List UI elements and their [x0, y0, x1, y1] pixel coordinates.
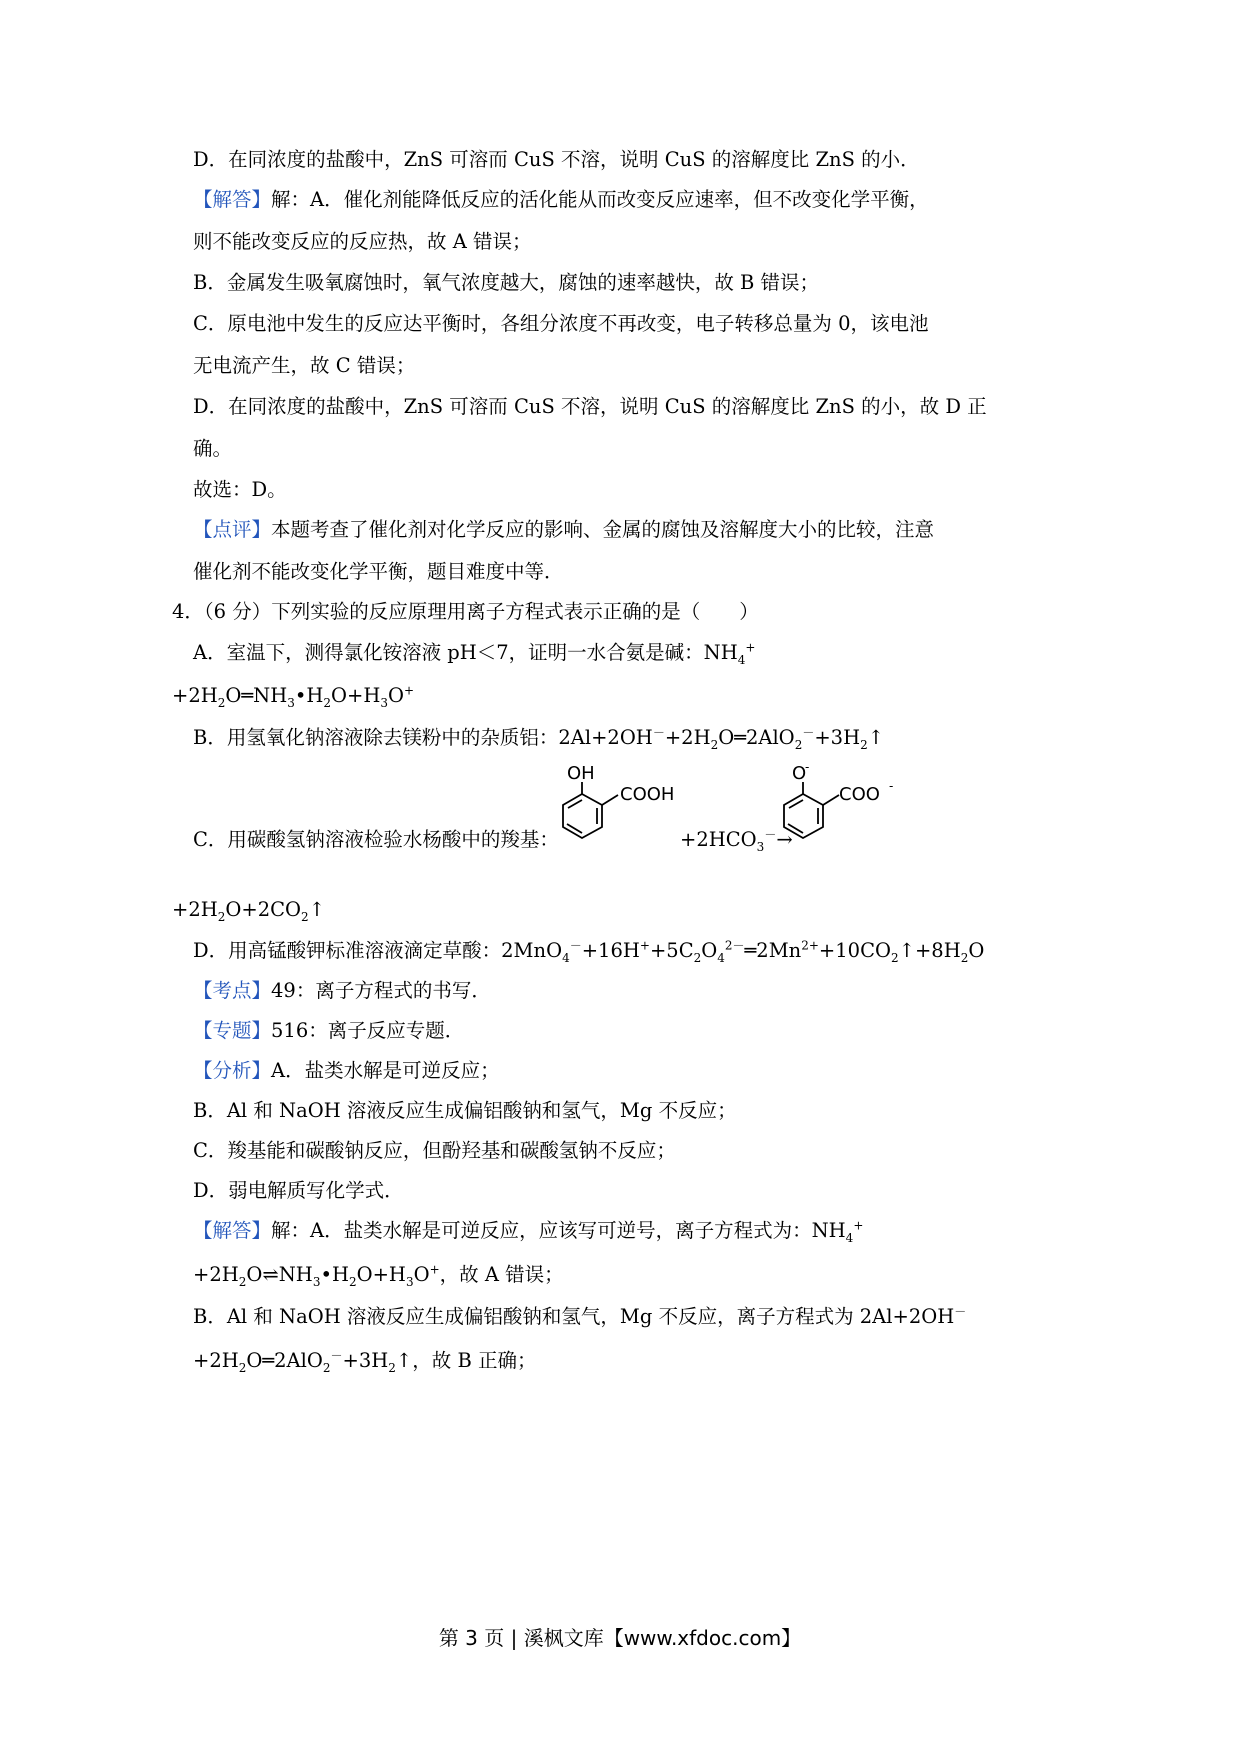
q4-option-c-equation-tail: $+2H_2O+2CO_2↑$ — [172, 898, 326, 924]
q4-fenxi-b: B．Al 和 NaOH 溶液反应生成偏铝酸钠和氢气，Mg 不反应； — [193, 1099, 737, 1122]
fenxi-tag: 【分析】 — [193, 1059, 272, 1082]
q3-option-d: D．在同浓度的盐酸中，ZnS 可溶而 CuS 不溶，说明 CuS 的溶解度比 ZnS 的小． — [193, 148, 920, 171]
carboxylate-charge: - — [889, 779, 894, 793]
q4-answer-b1: B．Al 和 NaOH 溶液反应生成偏铝酸钠和氢气，Mg 不反应，离子方程式为 2Al+2OH－ — [193, 1304, 967, 1328]
q4-stem: 4．（6 分）下列实验的反应原理用离子方程式表示正确的是（ ） — [172, 600, 759, 623]
q4-fenxi-a: 【分析】A．盐类水解是可逆反应； — [193, 1059, 500, 1082]
answer-tag: 【解答】 — [193, 1219, 272, 1242]
q4-option-a-equation: $+2H_2O═NH_3•H_2O+H_3O^+$ — [172, 683, 415, 710]
zhuanti-tag: 【专题】 — [193, 1019, 272, 1042]
q3-answer-d1: D．在同浓度的盐酸中，ZnS 可溶而 CuS 不溶，说明 CuS 的溶解度比 ZnS 的小，故 D 正 — [193, 395, 987, 418]
q3-answer-choice: 故选：D。 — [193, 478, 287, 501]
q4-option-c: C．用碳酸氢钠溶液检验水杨酸中的羧基： — [193, 828, 559, 851]
kaodian-tag: 【考点】 — [193, 979, 272, 1002]
q3-answer-d2: 确。 — [193, 437, 233, 460]
salicylic-acid-structure — [560, 760, 690, 845]
hydroxyl-label: OH — [567, 763, 595, 784]
q3-review-line-1: 【点评】本题考查了催化剂对化学反应的影响、金属的腐蚀及溶解度大小的比较，注意 — [193, 518, 935, 541]
carboxyl-label: COOH — [620, 784, 675, 805]
page-footer: 第 3 页 | 溪枫文库【www.xfdoc.com】 — [438, 1626, 802, 1650]
q4-kaodian: 【考点】49：离子方程式的书写． — [193, 979, 491, 1002]
q4-option-b: B．用氢氧化钠溶液除去镁粉中的杂质铝：$2Al+2OH^-+2H_2O═2AlO_2^-+3H_2↑$ — [193, 725, 885, 752]
q4-option-a: A．室温下，测得氯化铵溶液 pH＜7，证明一水合氨是碱：$NH_4^+$ — [193, 640, 756, 667]
q4-zhuanti: 【专题】516：离子反应专题． — [193, 1019, 465, 1042]
q3-review-line-2: 催化剂不能改变化学平衡，题目难度中等． — [193, 560, 564, 583]
phenoxide-label: O — [792, 763, 807, 784]
q4-fenxi-c: C．羧基能和碳酸钠反应，但酚羟基和碳酸氢钠不反应； — [193, 1139, 676, 1162]
q4-fenxi-d: D．弱电解质写化学式． — [193, 1179, 404, 1202]
q4-option-d: D．用高锰酸钾标准溶液滴定草酸：$2MnO_4^-+16H^++5C_2O_4^{2-}═2Mn^{2+}+10CO_2↑+8H_2O$ — [193, 938, 985, 965]
salicylate-structure — [777, 760, 907, 845]
q3-answer-line-2: 则不能改变反应的反应热，故 A 错误； — [193, 230, 532, 253]
q3-answer-c1: C．原电池中发生的反应达平衡时，各组分浓度不再改变，电子转移总量为 0，该电池 — [193, 312, 929, 335]
review-tag: 【点评】 — [193, 518, 272, 541]
carboxylate-label: COO — [839, 784, 880, 805]
q3-answer-line-1: 【解答】解：A．催化剂能降低反应的活化能从而改变反应速率，但不改变化学平衡， — [193, 188, 929, 211]
q3-answer-c2: 无电流产生，故 C 错误； — [193, 354, 416, 377]
answer-tag: 【解答】 — [193, 188, 272, 211]
q3-answer-b: B．金属发生吸氧腐蚀时，氧气浓度越大，腐蚀的速率越快，故 B 错误； — [193, 271, 820, 294]
phenoxide-charge: - — [805, 760, 810, 774]
q4-answer-a2: $+2H_2O\rightleftharpoons NH_3•H_2O+H_3O^+$，故 A 错误； — [193, 1262, 564, 1289]
q4-answer-b2: $+2H_2O═2AlO_2^-+3H_2↑$，故 B 正确； — [193, 1348, 537, 1375]
q4-option-c-reagent: $+2HCO_3^-\to$ — [680, 827, 793, 854]
q4-answer-a1: 【解答】解：A．盐类水解是可逆反应，应该写可逆号，离子方程式为：$NH_4^+$ — [193, 1218, 864, 1245]
